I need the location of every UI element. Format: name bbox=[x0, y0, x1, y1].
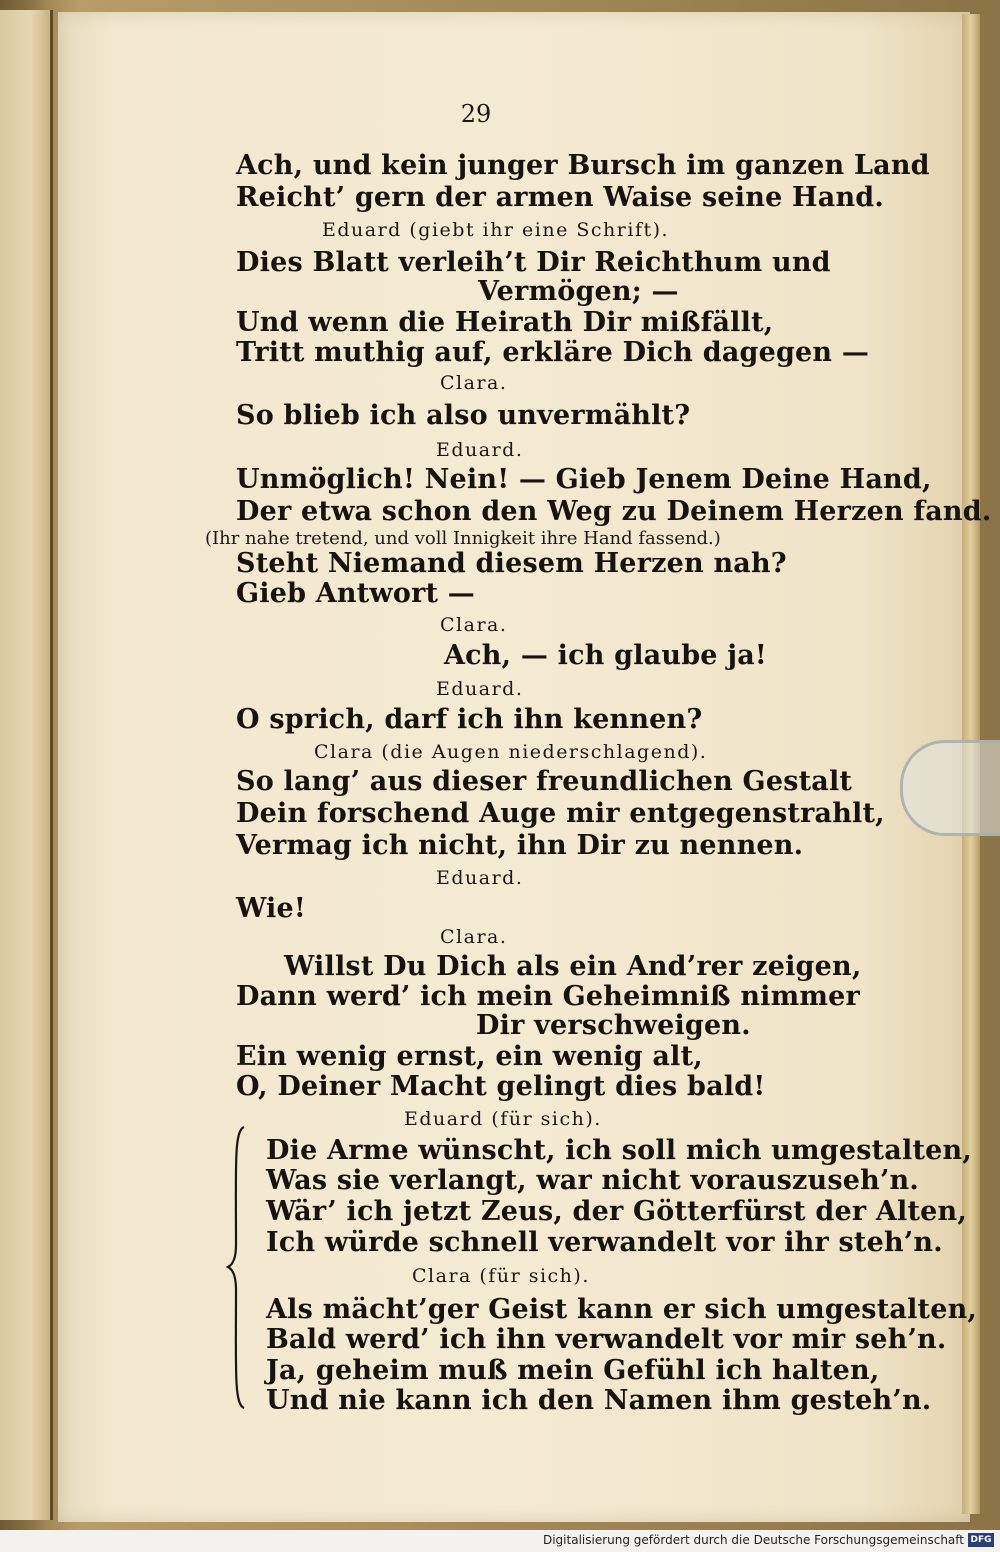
speaker-heading: Clara (die Augen niederschlagend). bbox=[314, 741, 708, 763]
verse-line: O, Deiner Macht gelingt dies bald! bbox=[236, 1071, 766, 1102]
page-number: 29 bbox=[460, 100, 492, 128]
verse-line: Der etwa schon den Weg zu Deinem Herzen fand. bbox=[236, 496, 992, 527]
verse-line: Ja, geheim muß mein Gefühl ich halten, bbox=[266, 1355, 880, 1386]
verse-line: Ich würde schnell verwandelt vor ihr steh’n. bbox=[266, 1227, 943, 1258]
verse-line: Als mächt’ger Geist kann er sich umgestalten, bbox=[266, 1294, 978, 1325]
funding-credit: Digitalisierung gefördert durch die Deutsche Forschungsgemeinschaft bbox=[542, 1533, 964, 1547]
previous-page-edge bbox=[0, 10, 53, 1520]
verse-line: Dir verschweigen. bbox=[476, 1010, 751, 1041]
speaker-heading: Clara (für sich). bbox=[412, 1265, 590, 1287]
verse-line: Reicht’ gern der armen Waise seine Hand. bbox=[236, 182, 884, 213]
footer-bar bbox=[0, 1530, 1000, 1552]
speaker-heading: Clara. bbox=[440, 372, 508, 394]
speaker-heading: Eduard. bbox=[436, 439, 524, 461]
verse-line: Was sie verlangt, war nicht vorauszuseh’n. bbox=[266, 1165, 919, 1196]
verse-line: Dann werd’ ich mein Geheimniß nimmer bbox=[236, 981, 860, 1012]
curly-brace-icon bbox=[226, 1125, 246, 1410]
verse-line: Und wenn die Heirath Dir mißfällt, bbox=[236, 307, 774, 338]
page-clip bbox=[900, 740, 1000, 836]
verse-line: Dein forschend Auge mir entgegenstrahlt, bbox=[236, 798, 885, 829]
verse-line: Wie! bbox=[236, 893, 306, 924]
dfg-logo: DFG bbox=[968, 1533, 994, 1547]
stage-direction: (Ihr nahe tretend, und voll Innigkeit ihre Hand fassend.) bbox=[205, 528, 721, 549]
verse-line: Ach, und kein junger Bursch im ganzen Land bbox=[236, 150, 930, 181]
speaker-heading: Eduard. bbox=[436, 867, 524, 889]
speaker-heading: Eduard (giebt ihr eine Schrift). bbox=[322, 219, 670, 241]
verse-line: Die Arme wünscht, ich soll mich umgestalten, bbox=[266, 1135, 972, 1166]
verse-line: Gieb Antwort — bbox=[236, 578, 475, 609]
verse-line: Dies Blatt verleih’t Dir Reichthum und bbox=[236, 247, 831, 278]
speaker-heading: Clara. bbox=[440, 926, 508, 948]
verse-line: Wär’ ich jetzt Zeus, der Götterfürst der Alten, bbox=[266, 1196, 967, 1227]
verse-line: So blieb ich also unvermählt? bbox=[236, 400, 691, 431]
verse-line: Ein wenig ernst, ein wenig alt, bbox=[236, 1041, 703, 1072]
speaker-heading: Eduard (für sich). bbox=[404, 1108, 602, 1130]
verse-line: O sprich, darf ich ihn kennen? bbox=[236, 704, 703, 735]
verse-line: Unmöglich! Nein! — Gieb Jenem Deine Hand, bbox=[236, 464, 932, 495]
speaker-heading: Eduard. bbox=[436, 678, 524, 700]
verse-line: Willst Du Dich als ein And’rer zeigen, bbox=[284, 951, 862, 982]
verse-line: Vermag ich nicht, ihn Dir zu nennen. bbox=[236, 830, 804, 861]
verse-line: So lang’ aus dieser freundlichen Gestalt bbox=[236, 766, 853, 797]
verse-line: Bald werd’ ich ihn verwandelt vor mir seh’n. bbox=[266, 1324, 947, 1355]
speaker-heading: Clara. bbox=[440, 614, 508, 636]
verse-line: Tritt muthig auf, erkläre Dich dagegen — bbox=[236, 337, 870, 368]
verse-line: Ach, — ich glaube ja! bbox=[444, 640, 767, 671]
verse-line: Steht Niemand diesem Herzen nah? bbox=[236, 548, 787, 579]
verse-line: Und nie kann ich den Namen ihm gesteh’n. bbox=[266, 1385, 932, 1416]
verse-line: Vermögen; — bbox=[478, 276, 679, 307]
